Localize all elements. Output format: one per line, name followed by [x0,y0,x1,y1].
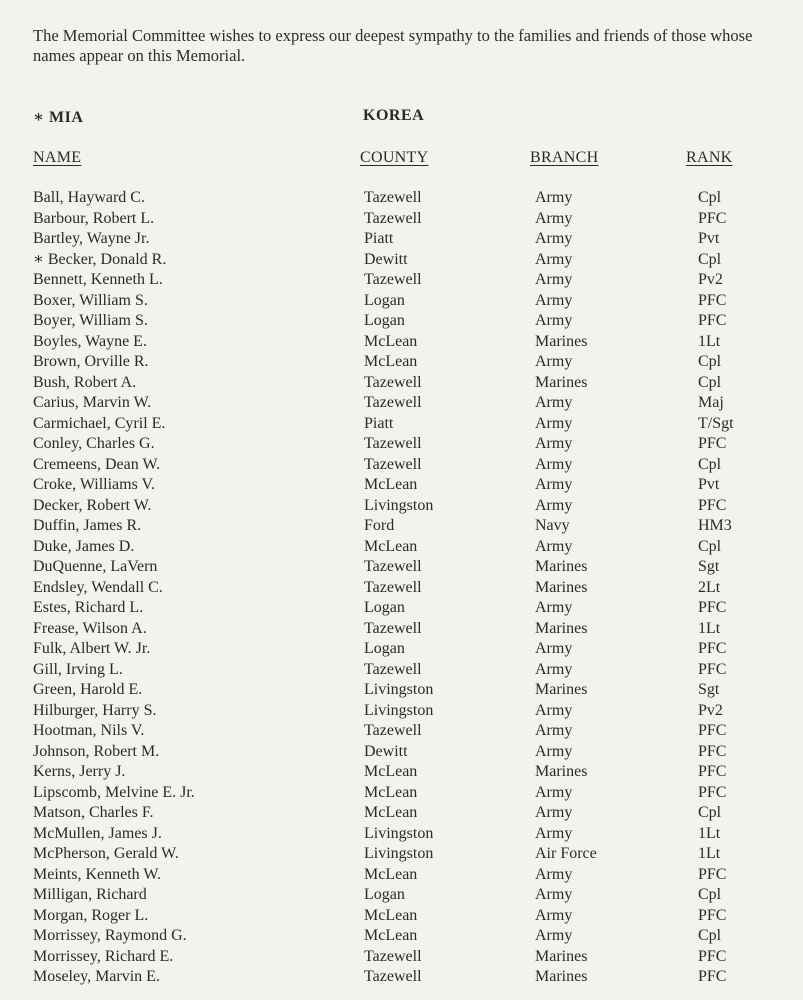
cell-name: Moseley, Marvin E. [33,968,160,985]
cell-branch: Army [535,189,573,206]
cell-county: Logan [364,599,405,616]
cell-branch: Army [535,312,573,329]
cell-branch: Army [535,230,573,247]
cell-branch: Army [535,742,573,760]
cell-rank: PFC [698,906,727,924]
cell-branch: Army [535,250,573,268]
cell-name: Bush, Robert A. [33,373,137,391]
cell-county: Tazewell [364,435,422,452]
cell-county: Tazewell [364,209,422,227]
cell-branch: Army [535,209,573,227]
cell-rank: Cpl [698,804,722,821]
table-row [0,373,803,394]
cell-branch: Army [535,865,573,883]
cell-rank: PFC [698,783,727,801]
cell-rank: PFC [698,435,727,452]
cell-rank: PFC [698,947,727,965]
cell-county: Logan [364,640,405,657]
cell-rank: PFC [698,660,727,678]
cell-county: Livingston [364,496,434,514]
table-row [0,680,803,701]
cell-name: Boyles, Wayne E. [33,332,147,350]
cell-name: McPherson, Gerald W. [33,845,179,862]
column-header-branch: BRANCH [530,149,599,166]
cell-rank: PFC [698,291,727,309]
cell-rank: 2Lt [698,578,721,596]
table-row [0,742,803,763]
cell-county: Logan [364,886,405,903]
cell-name: Brown, Orville R. [33,353,149,370]
table-row [0,783,803,804]
mia-legend: ∗ MIA [33,109,84,126]
cell-county: Livingston [364,845,434,862]
table-row [0,229,803,250]
cell-branch: Marines [535,947,588,965]
cell-county: McLean [364,332,418,350]
cell-branch: Army [535,804,573,821]
cell-name: DuQuenne, LaVern [33,558,158,575]
cell-county: Tazewell [364,455,422,473]
cell-name: Boyer, William S. [33,312,148,329]
cell-rank: Cpl [698,455,722,473]
cell-county: Logan [364,291,405,309]
cell-county: Tazewell [364,394,422,411]
cell-rank: PFC [698,763,727,780]
cell-rank: Cpl [698,189,722,206]
cell-rank: 1Lt [698,845,721,862]
cell-branch: Army [535,906,573,924]
cell-county: McLean [364,927,418,944]
cell-county: McLean [364,804,418,821]
cell-branch: Army [535,291,573,309]
cell-branch: Army [535,660,573,678]
table-row [0,475,803,496]
cell-name: Carmichael, Cyril E. [33,414,166,432]
cell-branch: Marines [535,968,588,985]
cell-name: Fulk, Albert W. Jr. [33,640,151,657]
table-row [0,270,803,291]
cell-county: Tazewell [364,947,422,965]
cell-county: Ford [364,517,395,534]
cell-branch: Marines [535,619,588,637]
cell-county: McLean [364,476,418,493]
table-row [0,537,803,558]
table-row [0,516,803,537]
cell-county: McLean [364,865,418,883]
cell-rank: PFC [698,209,727,227]
cell-rank: 1Lt [698,619,721,637]
cell-name: Frease, Wilson A. [33,619,147,637]
cell-branch: Army [535,353,573,370]
cell-county: Piatt [364,414,394,432]
cell-rank: Pvt [698,230,720,247]
cell-rank: 1Lt [698,332,721,350]
cell-name: Endsley, Wendall C. [33,578,163,596]
table-row [0,209,803,230]
cell-county: Tazewell [364,968,422,985]
cell-name: Morgan, Roger L. [33,906,149,924]
cell-county: McLean [364,537,418,555]
table-row [0,967,803,988]
cell-county: Tazewell [364,271,422,288]
cell-branch: Marines [535,332,588,350]
intro-paragraph: The Memorial Committee wishes to express our deepest sympathy to the families and friends of those whose names appear on this Memorial. [33,26,753,65]
cell-branch: Army [535,496,573,514]
cell-branch: Marines [535,558,588,575]
cell-name: Boxer, William S. [33,291,148,309]
table-row [0,557,803,578]
cell-branch: Army [535,455,573,473]
cell-rank: PFC [698,640,727,657]
column-header-county: COUNTY [360,149,429,166]
cell-county: Tazewell [364,619,422,637]
cell-name: Kerns, Jerry J. [33,763,126,780]
table-row [0,701,803,722]
cell-name: Carius, Marvin W. [33,394,152,411]
table-row [0,455,803,476]
cell-name: Estes, Richard L. [33,599,144,616]
cell-name: Matson, Charles F. [33,804,154,821]
cell-branch: Army [535,537,573,555]
cell-branch: Marines [535,578,588,596]
table-row [0,926,803,947]
table-row [0,291,803,312]
cell-county: Tazewell [364,373,422,391]
cell-rank: PFC [698,496,727,514]
table-row [0,434,803,455]
cell-rank: PFC [698,722,727,739]
table-row [0,352,803,373]
cell-county: Tazewell [364,578,422,596]
cell-name: Bartley, Wayne Jr. [33,230,150,247]
cell-rank: PFC [698,742,727,760]
cell-rank: Sgt [698,558,720,575]
cell-branch: Army [535,476,573,493]
cell-branch: Army [535,927,573,944]
cell-rank: T/Sgt [698,414,734,432]
cell-rank: Pvt [698,476,720,493]
cell-name: Duke, James D. [33,537,135,555]
cell-branch: Air Force [535,845,597,862]
cell-branch: Army [535,783,573,801]
table-row [0,598,803,619]
cell-rank: PFC [698,599,727,616]
cell-branch: Army [535,886,573,903]
cell-name: Morrissey, Raymond G. [33,927,187,944]
cell-rank: Sgt [698,681,720,698]
cell-name: Milligan, Richard [33,886,147,903]
column-header-rank: RANK [686,149,733,166]
cell-county: Tazewell [364,722,422,739]
table-row [0,619,803,640]
cell-county: McLean [364,353,418,370]
cell-name: Cremeens, Dean W. [33,455,161,473]
table-row [0,311,803,332]
cell-branch: Army [535,599,573,616]
cell-county: Tazewell [364,660,422,678]
cell-name: McMullen, James J. [33,824,162,842]
table-row [0,803,803,824]
cell-rank: Cpl [698,250,722,268]
cell-rank: Cpl [698,886,722,903]
cell-name: Duffin, James R. [33,517,142,534]
cell-name: Hootman, Nils V. [33,722,145,739]
cell-county: Tazewell [364,558,422,575]
cell-name: Croke, Williams V. [33,476,156,493]
cell-name: Meints, Kenneth W. [33,865,161,883]
cell-county: Livingston [364,701,434,719]
cell-branch: Army [535,414,573,432]
cell-county: McLean [364,906,418,924]
cell-county: McLean [364,763,418,780]
cell-rank: PFC [698,968,727,985]
cell-rank: Pv2 [698,701,723,719]
table-row [0,332,803,353]
cell-rank: PFC [698,865,727,883]
table-row [0,250,803,271]
cell-branch: Army [535,824,573,842]
cell-county: Livingston [364,681,434,698]
table-row [0,660,803,681]
cell-name: Morrissey, Richard E. [33,947,174,965]
cell-name: Barbour, Robert L. [33,209,155,227]
cell-name: Green, Harold E. [33,681,143,698]
column-header-name: NAME [33,149,82,166]
war-title: KOREA [363,107,425,124]
cell-branch: Army [535,394,573,411]
table-row [0,639,803,660]
table-row [0,844,803,865]
table-row [0,906,803,927]
cell-county: Piatt [364,230,394,247]
cell-county: Logan [364,312,405,329]
cell-name: Hilburger, Harry S. [33,701,157,719]
table-row [0,414,803,435]
cell-rank: PFC [698,312,727,329]
cell-rank: Maj [698,394,724,411]
cell-name: Conley, Charles G. [33,435,155,452]
table-row [0,188,803,209]
cell-county: Tazewell [364,189,422,206]
cell-name: Bennett, Kenneth L. [33,271,163,288]
cell-branch: Navy [535,517,570,534]
cell-name: Johnson, Robert M. [33,742,160,760]
cell-county: McLean [364,783,418,801]
table-row [0,865,803,886]
table-row [0,762,803,783]
cell-branch: Marines [535,681,588,698]
table-row [0,721,803,742]
cell-branch: Army [535,271,573,288]
cell-rank: Cpl [698,537,722,555]
table-row [0,496,803,517]
cell-rank: Cpl [698,927,722,944]
cell-branch: Marines [535,373,588,391]
cell-county: Dewitt [364,250,408,268]
table-row [0,578,803,599]
cell-rank: Cpl [698,353,722,370]
cell-branch: Marines [535,763,588,780]
cell-branch: Army [535,701,573,719]
cell-branch: Army [535,640,573,657]
cell-county: Dewitt [364,742,408,760]
cell-name: Lipscomb, Melvine E. Jr. [33,783,195,801]
roster-table [0,188,803,988]
cell-name: Ball, Hayward C. [33,189,145,206]
cell-county: Livingston [364,824,434,842]
cell-rank: 1Lt [698,824,721,842]
table-row [0,824,803,845]
cell-branch: Army [535,435,573,452]
table-row [0,885,803,906]
cell-name: Gill, Irving L. [33,660,123,678]
table-row [0,947,803,968]
table-row [0,393,803,414]
cell-branch: Army [535,722,573,739]
cell-name: Decker, Robert W. [33,496,152,514]
cell-rank: Cpl [698,373,722,391]
cell-name: ∗ Becker, Donald R. [33,250,167,268]
cell-rank: HM3 [698,517,732,534]
cell-rank: Pv2 [698,271,723,288]
